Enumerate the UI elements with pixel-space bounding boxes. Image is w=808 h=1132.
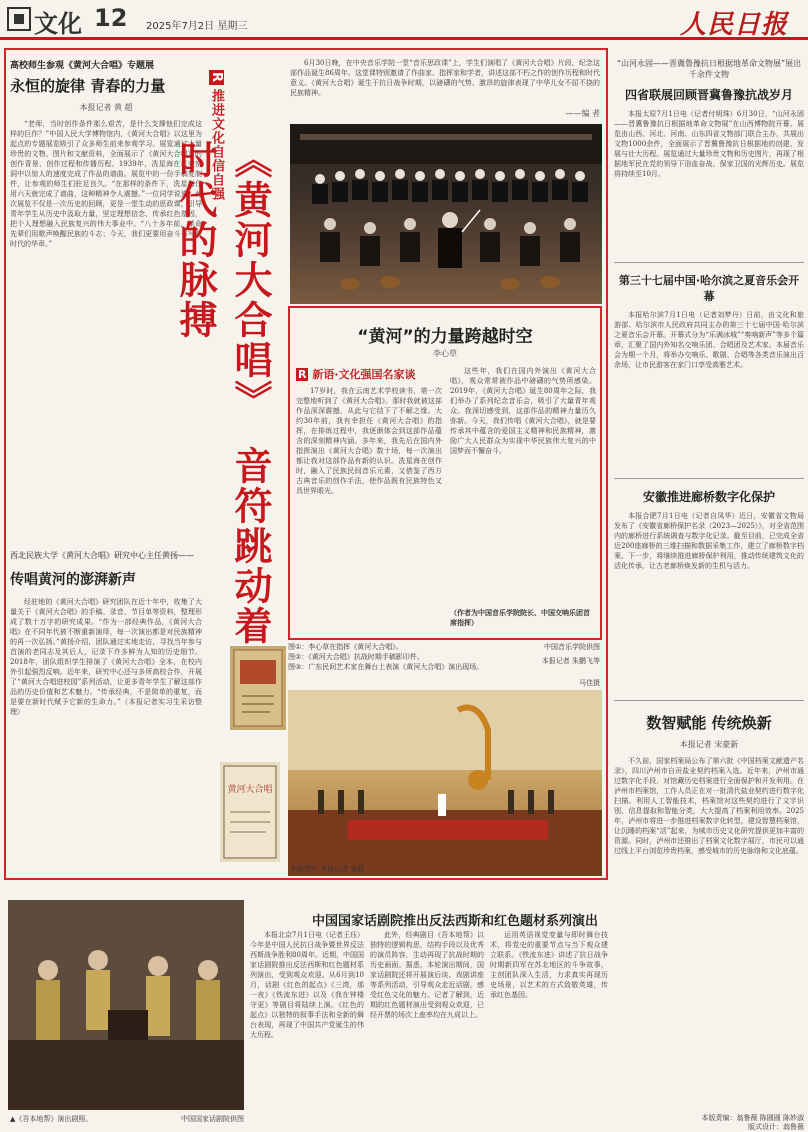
- page-footer: [614, 1114, 804, 1132]
- divider: [614, 700, 804, 701]
- right-article-1-body: 本报太原7月1日电（记者付明珠）6月30日，“山河永固——晋冀鲁豫抗日根据地革命文物展”在山西博物院开幕。展览由山西、河北、河南、山东四省文物部门联合主办，共展出文物1000余件，全面展示了晋冀鲁豫抗日根据地的创建、发展与壮大历程。展览通过大量珍贵文物和历史图片，再现了根据地军民在党的领导下浴血奋战、保家卫国的光辉历史。展览将持续至10月。: [614, 110, 804, 178]
- stage-illustration: [8, 900, 244, 1110]
- center-article-col2: 这些年，我们在国内外演出《黄河大合唱》，观众常常被作品中磅礴的气势所感染。2019年，《黄河大合唱》诞生80周年之际，我们举办了系列纪念音乐会，吸引了大量青年观众。我深切感受到，这部作品的精神力量历久弥新。今天，我们传唱《黄河大合唱》，就是要传承其中蕴含的爱国主义精神和民族精神，激励广大人民群众为实现中华民族伟大复兴的中国梦而不懈奋斗。: [450, 367, 596, 455]
- credit-line: 本版图片 本报记者 黄超: [290, 865, 365, 873]
- right-article-2-title: 第三十七届中国·哈尔滨之夏音乐会开幕: [618, 274, 800, 303]
- right-article-4-title: 数智赋能 传统焕新: [646, 714, 772, 732]
- footer-designer: 版式设计：翁鲁薇: [748, 1123, 804, 1131]
- bottom-article-col3: 运用英语视觉变量与即时舞台技术，将党史的重要节点与当下观众建立联系。《铁流东进》讲述了抗日战争时期新四军在苏北地区的斗争故事，主创团队深入生活，力求真实再现历史场景，以艺术的方式致敬英雄，传承红色基因。: [490, 931, 608, 999]
- footer-editors: 本版责编：翁鲁薇 陈圆圆 陈妙淑: [701, 1114, 804, 1122]
- article-byline: 本报记者 黄 超: [79, 103, 133, 112]
- right-article-2-body: 本报哈尔滨7月1日电（记者刘梦丹）日前，由文化和旅游部、哈尔滨市人民政府共同主办的第三十七届中国·哈尔滨之夏音乐会开幕。开幕式分为“乐满冰城”“奏响新声”等多个篇章，汇聚了国内外知名交响乐团、合唱团及艺术家。本届音乐会为期一个月，将举办交响乐、歌剧、合唱等各类音乐演出百余场，让市民游客在家门口享受高雅艺术。: [614, 311, 804, 369]
- article-title: 永恒的旋律 青春的力量: [10, 77, 166, 95]
- svg-text:黄河大合唱: 黄河大合唱: [227, 785, 273, 795]
- article-kicker: 高校师生参观《黄河大合唱》专题展: [10, 61, 155, 71]
- photo-credit-line: 本报记者 朱鹏飞等: [541, 657, 600, 665]
- issue-date: 2025年7月2日 星期三: [146, 21, 248, 32]
- right-article-3-title: 安徽推进廊桥数字化保护: [642, 490, 775, 504]
- right-article-4-byline: 本报记者 宋豪新: [679, 740, 739, 749]
- banner-text: 推进文化自信自强: [209, 89, 224, 202]
- center-article-col1: 17岁时，我在云南艺术学校读书，第一次完整地听到了《黄河大合唱》。那时我就被这部作品深深震撼，从此与它结下了不解之缘。大约30年前，我有幸担任《黄河大合唱》的指挥，在排练过程中，我逐渐体会到这部作品蕴含的深刻精神内涵。多年来，我先后在国内外指挥演出《黄河大合唱》数十场，每一次演出都让我对这部作品有新的认识。冼星海在创作时，融入了民族民间音乐元素，又借鉴了西方古典音乐的创作手法，使作品既有民族特色又具世界眼光。: [296, 387, 442, 495]
- captions-list: 图①：李心草在指挥《黄河大合唱》。 图②：《黄河大合唱》抗战时期手稿影印件。 图③：广东民间艺术家在舞台上表演《黄河大合唱》演出现场。: [288, 643, 484, 671]
- center-article-frame: [288, 306, 602, 640]
- right-article-1-kicker: “山河永固——晋冀鲁豫抗日根据地革命文物展”展出千余件文物: [616, 59, 802, 79]
- manuscript-cover-1: [230, 646, 286, 730]
- bottom-article-title: 中国国家话剧院推出反法西斯和红色题材系列演出: [311, 914, 598, 929]
- right-article-1-title: 四省联展回顾晋冀鲁豫抗战岁月: [624, 88, 793, 102]
- section-logo-icon: [6, 6, 32, 32]
- main-title-part2: 音符跳动着时代的脉搏: [173, 140, 272, 646]
- section-name: 文化: [34, 10, 82, 38]
- manuscript-photo-1: [230, 646, 286, 730]
- photo-credit-right: 中国音乐学院供图: [544, 643, 600, 651]
- right-article-3: [614, 488, 804, 709]
- center-article-author-note: （作者为中国音乐学院院长、中国交响乐团首席指挥）: [450, 609, 590, 627]
- bottom-article-col1: 本报北京7月1日电（记者王珏）今年是中国人民抗日战争暨世界反法西斯战争胜利80周年。近期，中国国家话剧院推出反法西斯和红色题材系列演出，受到观众欢迎。从6月到10月，话剧《红色的起点》《三湾，那一夜》《铁流东进》以及《我在钟楼守更》等剧目将陆续上演。《红色的起点》以独特的叙事手法和全新的舞台表现，再现了中国共产党诞生的伟大历程。: [250, 931, 364, 1039]
- center-article-title: “黄河”的力量跨越时空: [357, 327, 533, 347]
- stage-photo-caption: ▲《吾本地帮》演出剧照。: [10, 1115, 93, 1123]
- orchestra-illustration: [290, 124, 602, 304]
- masthead: [0, 0, 808, 40]
- manuscript-photo-2: [220, 762, 280, 862]
- photo-credit-sub: 马佳摄: [579, 679, 600, 687]
- right-article-3-body: 本报合肥7月1日电（记者自凤华）近日，安徽省文物局发布了《安徽省廊桥保护名录（2023—2025）》，对全省范围内的廊桥进行系统调查与数字化记录。截至目前，已完成全省近200座廊桥的三维扫描和数据采集工作，建立了廊桥数字档案。下一步，将继续推进廊桥保护利用，推动传统建筑文化的活化传承，让古老廊桥焕发新的生机与活力。: [614, 512, 804, 570]
- bottom-article-col2: 此外，经典剧目《吾本地帮》以独特的逻辑构思，结构手段以及优秀的演员阵容，生动再现了抗战时期的历史画面。据悉，本轮演出期间，国家话剧院还将开展演后谈、戏剧讲座等系列活动，引导观众走近话剧，感受红色文化的魅力。记者了解到，近期的红色题材演出受到观众欢迎，已经开票的场次上座率均在九成以上。: [370, 931, 484, 1019]
- feature-intro-text: 6月30日晚，在中央音乐学院一堂“音乐思政课”上，学生们演唱了《黄河大合唱》片段，纪念这部作品诞生86周年。这堂课特别邀请了作曲家、指挥家和学者，讲述这部不朽之作的创作历程和时代意义。《黄河大合唱》诞生于抗日战争时期，以磅礴的气势、激昂的旋律表现了中华儿女不屈不挠的民族精神。: [290, 59, 600, 97]
- right-article-1: [614, 58, 804, 257]
- center-article-byline: 李心草: [433, 349, 457, 358]
- main-title-part1: 《黄河大合唱》: [228, 140, 272, 420]
- manuscript-cover-2: [220, 762, 280, 862]
- feature-intro-author: ——编 者: [565, 109, 600, 118]
- right-article-2: [614, 272, 804, 500]
- newspaper-logo: 人民日报: [679, 10, 788, 40]
- article-title: 传唱黄河的澎湃新声: [10, 572, 136, 588]
- page-number: 12: [94, 4, 128, 32]
- stage-photo: [8, 900, 244, 1110]
- left-article-2: [10, 550, 202, 857]
- banner-badge: R: [209, 72, 224, 84]
- orchestra-photo: [290, 124, 602, 304]
- right-article-4-body: 不久前，国家档案局公布了第六批《中国档案文献遗产名录》，四川泸州市自贡盐业契约档案入选。近年来，泸州市通过数字化手段，对馆藏历史档案进行全面保护和开发利用。在泸州市档案馆，工作人员正在对一批清代盐业契约进行数字化扫描。利用人工智能技术，档案馆对这些契约进行了文字识别、信息提取和智能分类，大大提高了档案利用效率。2025年，泸州市将进一步推进档案数字化转型，建设智慧档案馆，让沉睡的档案“活”起来，为城市历史文化研究提供更加丰富的资源。同时，泸州市还推出了档案文化数字展厅，市民可以通过线上平台浏览珍贵档案，感受城市的历史脉络和文化底蕴。: [614, 757, 804, 855]
- article-body: “老师，当时创作条件那么艰苦，是什么支撑他们完成这样的巨作？”中国人民大学博物馆内，《黄河大合唱》以这里为起点的专题展览吸引了众多师生前来参观学习。展览通过大量珍贵的文物、图片和文献资料，全面展示了《黄河大合唱》的创作背景、创作过程和传播历程。1939年，冼星海在延安窑洞中以惊人的速度完成了作品的谱曲。展览中的一份手稿复制件，让参观的师生们驻足良久。“在那样的条件下，冼星海仅用六天就完成了谱曲，这种精神令人震撼。”一位同学说道。此次展览不仅是一次历史的回顾，更是一堂生动的思政课，引导青年学生从历史中汲取力量，坚定理想信念，传承红色基因，把个人理想融入民族复兴的伟大事业中。“八十多年前，革命先辈们用歌声唤醒民族的斗志；今天，我们更要用奋斗书写新时代的华章。”: [10, 120, 202, 248]
- stage-photo-credit: 中国国家话剧院供图: [181, 1115, 244, 1123]
- divider: [614, 262, 804, 263]
- column-tag: [296, 366, 456, 382]
- divider: [614, 478, 804, 479]
- right-article-4: [614, 712, 804, 1116]
- column-tag-text: 新语·文化强国名家谈: [312, 368, 416, 381]
- column-tag-badge: R: [298, 368, 307, 381]
- article-body: 经驻地的《黄河大合唱》研究团队在近十年中，收集了大量关于《黄河大合唱》的手稿、录音、节目单等资料，整理形成了数十万字的研究成果。“作为一部经典作品，《黄河大合唱》在不同年代被不断重新演绎，每一次演出都是对民族精神的再一次弘扬。”黄扬介绍，团队通过实地走访，寻找当年参与首演的老同志及其后人，记录下许多鲜为人知的历史细节。2018年，团队组织学生排演了《黄河大合唱》全本，在校内外引起强烈反响。近年来，研究中心还与多所高校合作，开展了“黄河大合唱进校园”系列活动，让更多青年学生了解这部作品的历史价值和艺术魅力。“传承经典，不是简单的重复，而是要在新时代赋予它新的生命力。”（本报记者实习生采访整理）: [10, 598, 202, 716]
- performance-illustration: [288, 690, 602, 876]
- performance-photo: [288, 690, 602, 876]
- article-kicker: 西北民族大学《黄河大合唱》研究中心主任黄扬——: [10, 551, 194, 560]
- feature-intro: [290, 58, 600, 119]
